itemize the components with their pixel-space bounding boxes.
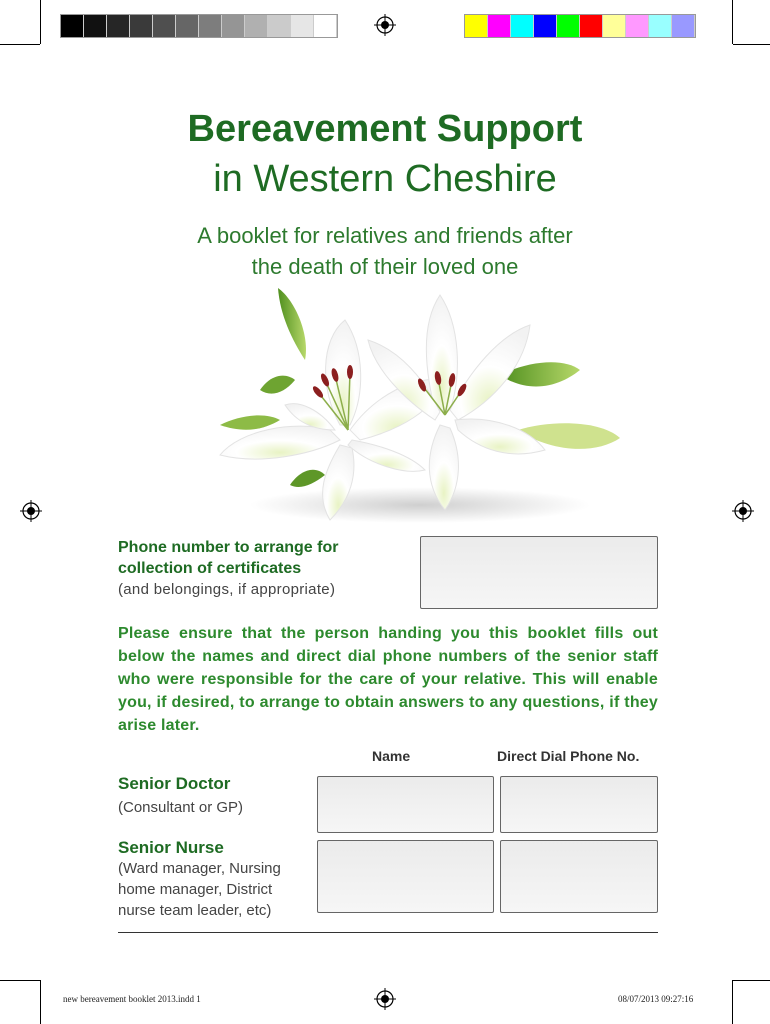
color-swatch xyxy=(488,15,511,37)
crop-mark xyxy=(733,44,770,45)
footer-filename: new bereavement booklet 2013.indd 1 xyxy=(63,994,201,1004)
senior-doctor-phone-field[interactable] xyxy=(500,776,658,833)
senior-nurse-name-field[interactable] xyxy=(317,840,494,913)
color-swatch xyxy=(557,15,580,37)
color-swatch xyxy=(222,15,245,37)
color-swatch xyxy=(130,15,153,37)
booklet-subtitle xyxy=(0,220,770,282)
color-swatch xyxy=(245,15,268,37)
lily-flower-illustration xyxy=(200,280,640,530)
color-swatch xyxy=(176,15,199,37)
color-swatch xyxy=(603,15,626,37)
crop-mark xyxy=(732,0,733,44)
crop-mark xyxy=(40,0,41,44)
phone-section-sub: (and belongings, if appropriate) xyxy=(118,581,336,598)
color-swatch xyxy=(672,15,695,37)
phone-section-label: Phone number to arrange for collection of certificates xyxy=(118,539,339,577)
color-swatch xyxy=(465,15,488,37)
color-swatch xyxy=(61,15,84,37)
color-swatch xyxy=(534,15,557,37)
color-swatch xyxy=(107,15,130,37)
crop-mark xyxy=(0,980,40,981)
column-header-name: Name xyxy=(372,748,411,764)
registration-mark-icon xyxy=(20,500,42,522)
color-calibration-bar xyxy=(464,14,696,38)
color-swatch xyxy=(314,15,337,37)
color-swatch xyxy=(626,15,649,37)
color-swatch xyxy=(84,15,107,37)
color-swatch xyxy=(153,15,176,37)
role-sub-senior-nurse: (Ward manager, Nursing home manager, District nurse team leader, etc) xyxy=(118,860,281,919)
color-swatch xyxy=(649,15,672,37)
color-swatch xyxy=(268,15,291,37)
crop-mark xyxy=(732,980,733,1024)
subtitle-line: A booklet for relatives and friends after xyxy=(197,223,573,248)
booklet-title: Bereavement Support xyxy=(187,108,583,150)
registration-mark-icon xyxy=(374,14,396,36)
registration-mark-icon xyxy=(732,500,754,522)
crop-mark xyxy=(733,980,770,981)
subtitle-line: the death of their loved one xyxy=(251,254,519,279)
senior-nurse-phone-field[interactable] xyxy=(500,840,658,913)
senior-doctor-name-field[interactable] xyxy=(317,776,494,833)
role-label-senior-nurse: Senior Nurse xyxy=(118,838,224,857)
color-swatch xyxy=(291,15,314,37)
column-header-phone: Direct Dial Phone No. xyxy=(497,748,640,764)
color-swatch xyxy=(580,15,603,37)
color-swatch xyxy=(199,15,222,37)
crop-mark xyxy=(40,980,41,1024)
color-swatch xyxy=(511,15,534,37)
role-label-senior-doctor: Senior Doctor xyxy=(118,774,231,793)
divider-line xyxy=(118,932,658,933)
grayscale-calibration-bar xyxy=(60,14,338,38)
crop-mark xyxy=(0,44,40,45)
footer-timestamp: 08/07/2013 09:27:16 xyxy=(618,994,694,1004)
booklet-title-line2: in Western Cheshire xyxy=(213,158,557,200)
instructions-paragraph: Please ensure that the person handing you this booklet fills out below the names and direct dial phone numbers of the senior staff who were responsible for the care of your relative. This will enable you, if desired, to arrange to obtain answers to any questions, if they arise later. xyxy=(118,625,658,734)
registration-mark-icon xyxy=(374,988,396,1010)
role-sub-senior-doctor: (Consultant or GP) xyxy=(118,799,244,816)
phone-number-field[interactable] xyxy=(420,536,658,609)
